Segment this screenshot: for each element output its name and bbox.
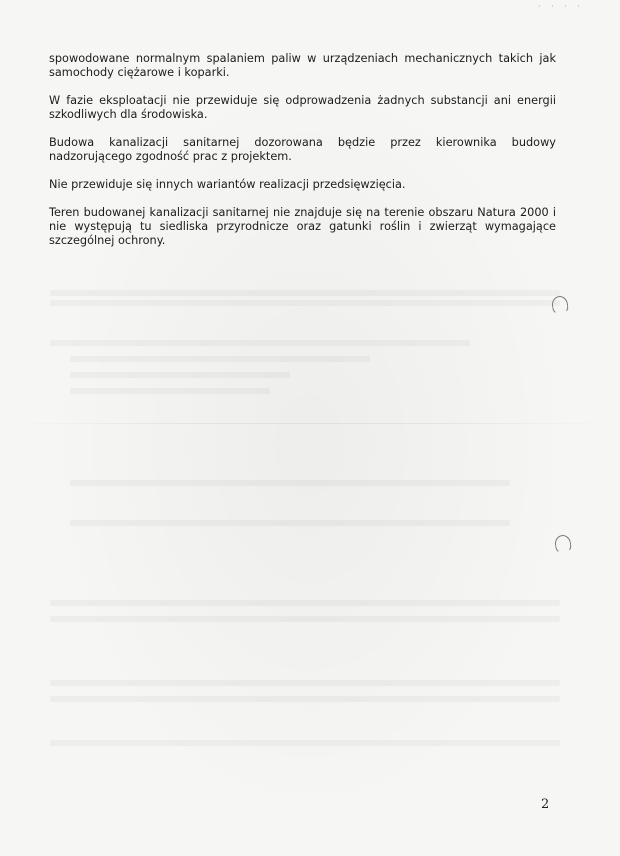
paper-fold xyxy=(0,423,620,424)
punch-hole xyxy=(551,295,569,315)
page-number: 2 xyxy=(541,797,550,812)
show-through-line xyxy=(70,388,270,394)
body-text xyxy=(49,52,556,248)
show-through-line xyxy=(50,680,560,686)
show-through-line xyxy=(50,290,560,296)
paragraph: Teren budowanej kanalizacji sanitarnej nie znajduje się na terenie obszaru Natura 2000 i nie występują tu siedliska przyrodnicze oraz gatunki roślin i zwierząt wymagające szczególnej ochrony. xyxy=(49,206,556,247)
show-through-line xyxy=(70,480,510,486)
punch-hole xyxy=(554,534,572,554)
show-through-line xyxy=(70,372,290,378)
show-through-line xyxy=(50,740,560,746)
show-through-line xyxy=(50,340,470,346)
show-through-line xyxy=(70,356,370,362)
show-through-line xyxy=(50,600,560,606)
paragraph: spowodowane normalnym spalaniem paliw w urządzeniach mechanicznych takich jak samochody ciężarowe i koparki. xyxy=(49,52,556,79)
paragraph: Nie przewiduje się innych wariantów realizacji przedsięwzięcia. xyxy=(49,178,406,191)
show-through-line xyxy=(50,696,560,702)
show-through-line xyxy=(50,300,560,306)
scan-marks: · · · · xyxy=(538,2,584,11)
show-through-line xyxy=(50,616,560,622)
paragraph: Budowa kanalizacji sanitarnej dozorowana będzie przez kierownika budowy nadzorującego zgodność prac z projektem. xyxy=(49,136,556,163)
show-through-line xyxy=(70,520,510,526)
paragraph: W fazie eksploatacji nie przewiduje się odprowadzenia żadnych substancji ani energii szkodliwych dla środowiska. xyxy=(49,94,556,121)
